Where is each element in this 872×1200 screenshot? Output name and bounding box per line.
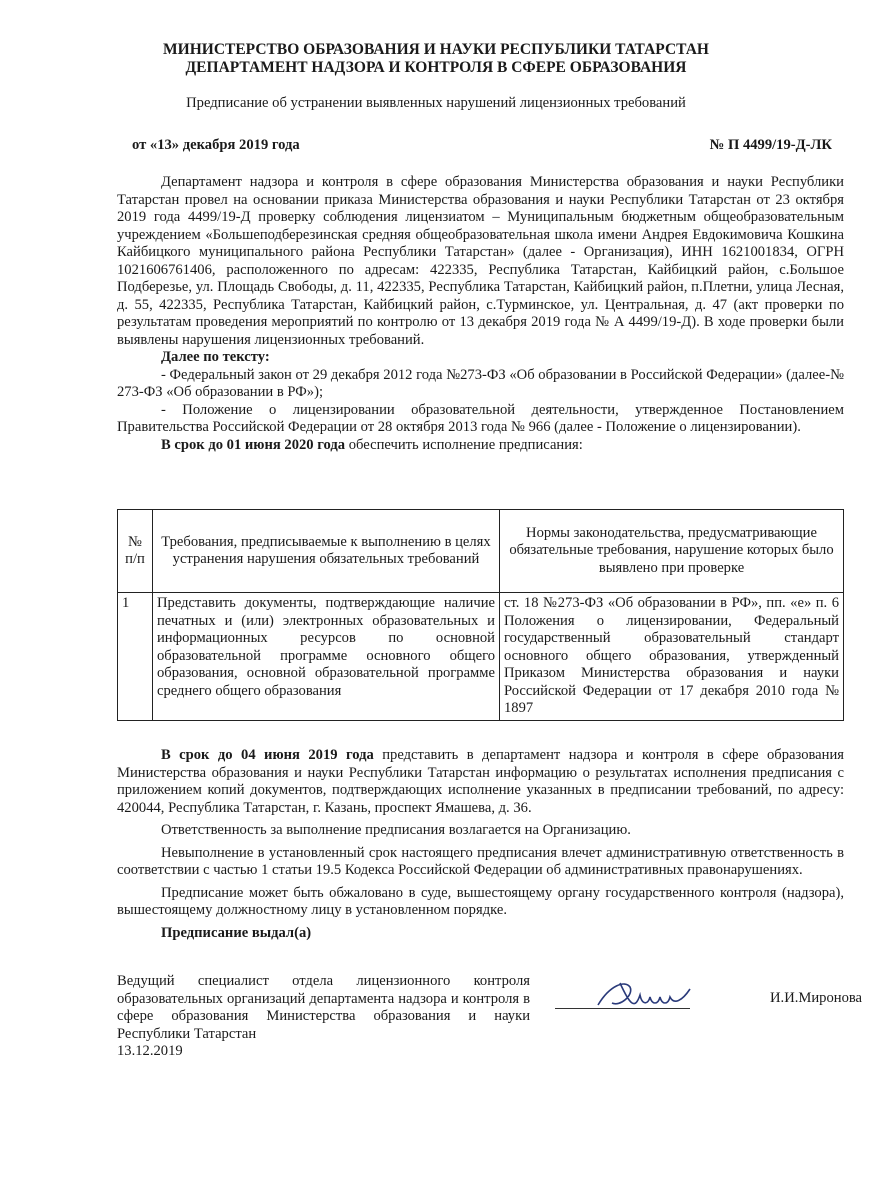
issued-label: Предписание выдал(а): [161, 924, 312, 941]
law-item-1: - Федеральный закон от 29 декабря 2012 года №273-ФЗ «Об образовании в Российской Федерации» (далее-№ 273-ФЗ «Об образовании в РФ»);: [117, 366, 844, 400]
deadline-1-text: обеспечить исполнение предписания:: [345, 436, 583, 453]
row-num: 1: [118, 593, 153, 721]
responsibility-text: Ответственность за выполнение предписания возлагается на Организацию.: [161, 822, 631, 838]
header-requirements: Требования, предписываемые к выполнению в целях устранения нарушения обязательных требований: [153, 510, 500, 593]
table-header-row: [118, 510, 844, 593]
header-norms: Нормы законодательства, предусматривающие обязательные требования, нарушение которых было выявлено при проверке: [500, 510, 844, 593]
deadline-1: [117, 437, 844, 455]
deadline-2-date: В срок до 04 июня 2019 года: [161, 747, 374, 763]
row-norms: ст. 18 №273-ФЗ «Об образовании в РФ», пп. «е» п. 6 Положения о лицензировании, Федеральный государственный образовательный стандарт основного общего образования, утвержденный Приказом Министерства образования и науки Российской Федерации от 17 декабря 2010 года № 1897: [500, 593, 844, 721]
closing-section: [117, 747, 844, 942]
table-row: [118, 593, 844, 721]
handwritten-signature: [590, 975, 700, 1020]
further-label: Далее по тексту:: [161, 349, 270, 365]
requirements-table: [117, 509, 844, 721]
department-title: ДЕПАРТАМЕНТ НАДЗОРА И КОНТРОЛЯ В СФЕРЕ ОБРАЗОВАНИЯ: [185, 59, 687, 76]
law-item-2: - Положение о лицензировании образовательной деятельности, утвержденное Постановлением Правительства Российской Федерации от 28 октября 2013 года № 966 (далее - Положение о лицензировании).: [117, 401, 844, 435]
deadline-2: [117, 747, 844, 817]
signer-position: Ведущий специалист отдела лицензионного контроля образовательных организаций департамента надзора и контроля в сфере образования Министерства образования и науки Республики Татарстан: [117, 973, 530, 1042]
appeal-text: Предписание может быть обжаловано в суде, вышестоящему органу государственного контроля (надзора), вышестоящему должностному лицу в установленном порядке.: [117, 884, 844, 918]
document-date: от «13» декабря 2019 года: [132, 137, 300, 153]
signature-date: 13.12.2019: [117, 1043, 183, 1059]
document-subtitle: Предписание об устранении выявленных нарушений лицензионных требований: [186, 95, 686, 111]
signer-name: И.И.Миронова: [770, 990, 863, 1006]
ministry-title: МИНИСТЕРСТВО ОБРАЗОВАНИЯ И НАУКИ РЕСПУБЛИКИ ТАТАРСТАН: [163, 41, 709, 58]
document-number: № П 4499/19-Д-ЛК: [709, 137, 832, 153]
deadline-2-text: представить в департамент надзора и контроля в сфере образования Министерства образования и науки Республики Татарстан информацию о результатах исполнения предписания с приложением копий документов, подтверждающих исполнение указанных в предписании требований, по адресу: 420044, Республика Татарстан, г. Казань, проспект Ямашева, д. 36.: [117, 747, 844, 816]
noncompliance-text: Невыполнение в установленный срок настоящего предписания влечет административную ответственность в соответствии с частью 1 статьи 19.5 Кодекса Российской Федерации об административных правонарушениях.: [117, 844, 844, 878]
row-requirement: Представить документы, подтверждающие наличие печатных и (или) электронных образовательных и информационных ресурсов по основной образовательной программе основного общего образования, основной образовательной программе среднего общего образования: [153, 593, 500, 721]
intro-paragraph: Департамент надзора и контроля в сфере образования Министерства образования и науки Республики Татарстан провел на основании приказа Министерства образования и науки Республики Татарстан от 23 октября 2019 года 4499/19-Д проверку соблюдения лицензиатом – Муниципальным бюджетным общеобразовательным учреждением «Большеподберезинская средняя общеобразовательная школа имени Андрея Евдокимовича Кошкина Кайбицкого муниципального района Республики Татарстан» (далее - Организация), ИНН 1621001834, ОГРН 1021606761406, расположенного по адресам: 422335, Республика Татарстан, Кайбицкий район, с.Большое Подберезье, ул. Площадь Свободы, д. 11, 422335, Республика Татарстан, Кайбицкий район, п.Плетни, улица Лесная, д. 55, 422335, Республика Татарстан, Кайбицкий район, с.Турминское, ул. Центральная, д. 47 (акт проверки по результатам проведения мероприятий по контролю от 13 декабря 2019 года № А 4499/19-Д). В ходе проверки были выявлены нарушения лицензионных требований.: [117, 174, 844, 348]
document-body: [117, 174, 844, 454]
header-num: № п/п: [118, 510, 153, 593]
deadline-1-date: В срок до 01 июня 2020 года: [161, 436, 346, 453]
